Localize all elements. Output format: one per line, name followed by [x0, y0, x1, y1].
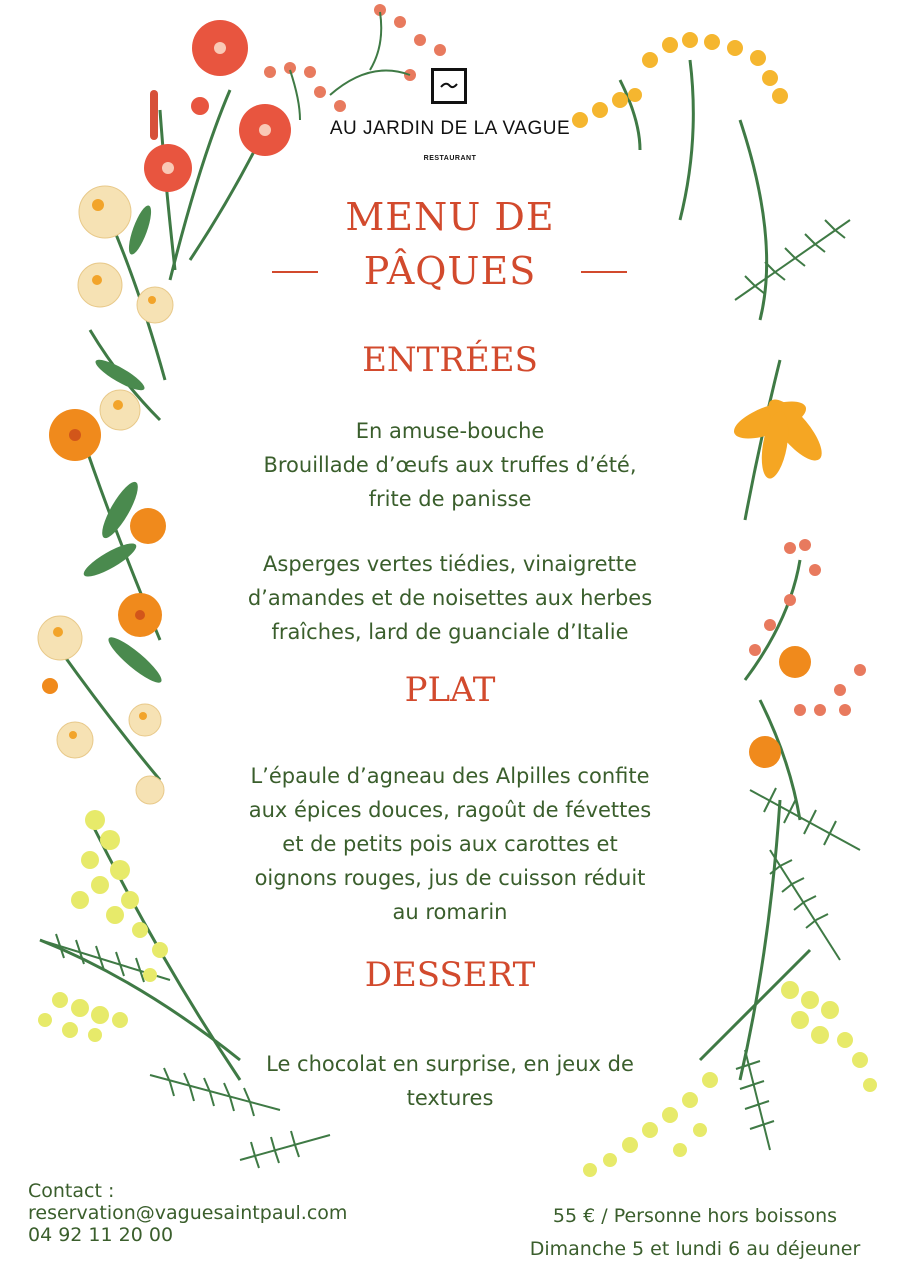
dish-line: textures [406, 1086, 494, 1110]
contact-phone[interactable]: 04 92 11 20 00 [28, 1224, 174, 1246]
dish-line: En amuse-bouche [355, 419, 545, 443]
dish-line: au romarin [392, 900, 508, 924]
dish-entree-1 [200, 414, 700, 516]
dish-line: Le chocolat en surprise, en jeux de [266, 1052, 634, 1076]
dish-line: Asperges vertes tiédies, vinaigrette [263, 552, 637, 576]
dish-line: L’épaule d’agneau des Alpilles confite [250, 764, 650, 788]
dish-entree-2 [200, 547, 700, 649]
dish-line: oignons rouges, jus de cuisson réduit [254, 866, 646, 890]
wave-logo-icon [431, 68, 467, 104]
dish-line: et de petits pois aux carottes et [282, 832, 618, 856]
dish-plat-1 [200, 759, 700, 929]
menu-title-line2: PÂQUES [363, 249, 537, 293]
section-heading-entrees: ENTRÉES [362, 340, 538, 380]
dish-line: fraîches, lard de guanciale d’Italie [271, 620, 629, 644]
menu-title-line1: MENU DE [345, 195, 555, 239]
dish-line: aux épices douces, ragoût de févettes [248, 798, 652, 822]
price-text: 55 € / Personne hors boissons [552, 1205, 838, 1227]
dish-dessert-1 [200, 1047, 700, 1115]
contact-block [28, 1180, 347, 1246]
section-heading-plat: PLAT [404, 670, 496, 710]
contact-label: Contact : [28, 1180, 115, 1202]
title-dash-right [581, 271, 627, 273]
section-heading-dessert: DESSERT [364, 955, 536, 995]
dish-line: frite de panisse [368, 487, 532, 511]
dish-line: d’amandes et de noisettes aux herbes [247, 586, 653, 610]
restaurant-name: AU JARDIN DE LA VAGUE [329, 118, 571, 139]
restaurant-subtitle: RESTAURANT [423, 155, 477, 162]
dish-line: Brouillade d’œufs aux truffes d’été, [263, 453, 637, 477]
contact-email[interactable]: reservation@vaguesaintpaul.com [28, 1202, 348, 1224]
dates-text: Dimanche 5 et lundi 6 au déjeuner [529, 1238, 861, 1260]
title-dash-left [272, 271, 318, 273]
pricing-block [500, 1200, 890, 1266]
